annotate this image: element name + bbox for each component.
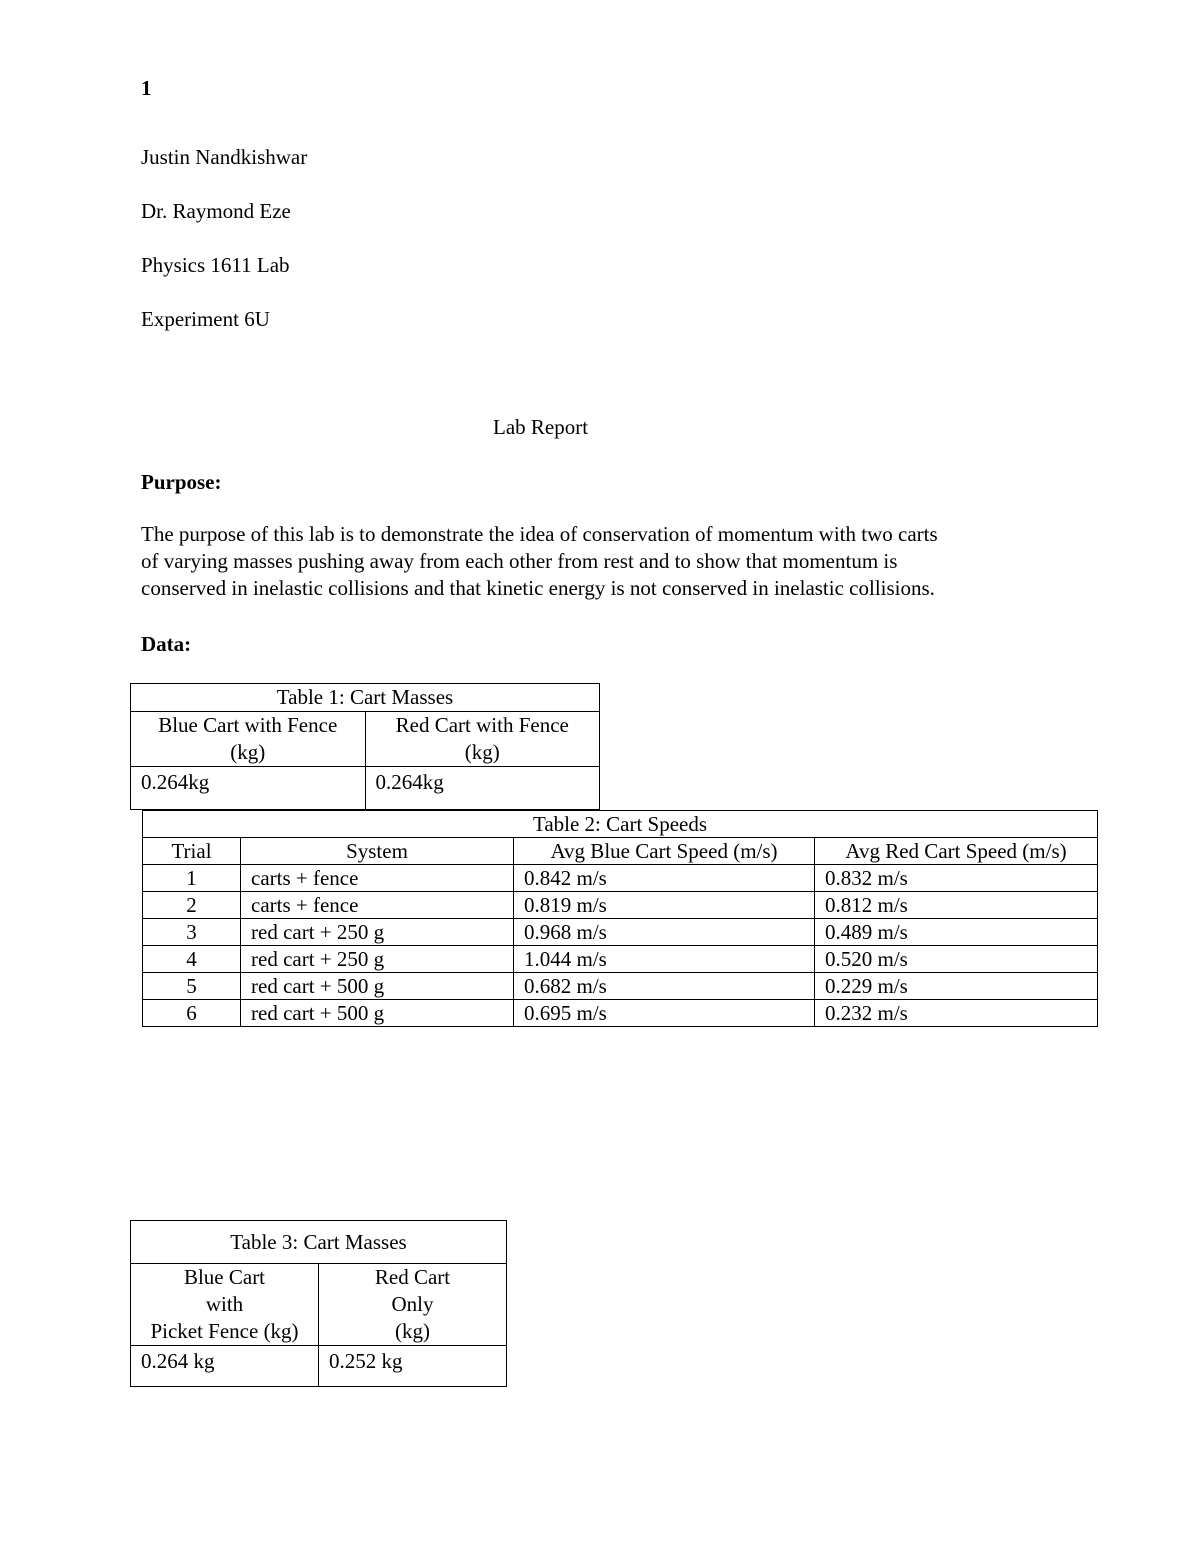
table-cell: 0.229 m/s (815, 973, 1098, 1000)
table-cell: 5 (143, 973, 241, 1000)
table-cell: 0.520 m/s (815, 946, 1098, 973)
table-title-row (143, 811, 1098, 838)
table-row (143, 865, 1098, 892)
table-cell: red cart + 250 g (241, 946, 514, 973)
author-name: Justin Nandkishwar (141, 145, 308, 169)
table-title: Table 3: Cart Masses (131, 1221, 507, 1264)
table-cell: 1.044 m/s (514, 946, 815, 973)
table-title: Table 1: Cart Masses (131, 684, 600, 712)
table-cell: 0.695 m/s (514, 1000, 815, 1027)
table-cell: 0.264 kg (131, 1346, 319, 1387)
table-title-row (131, 1221, 507, 1264)
table-title-row (131, 684, 600, 712)
purpose-paragraph (141, 521, 938, 602)
table-cell: 0.252 kg (319, 1346, 507, 1387)
table-cell: 0.232 m/s (815, 1000, 1098, 1027)
table-header-row (131, 712, 600, 767)
table-cell: red cart + 500 g (241, 1000, 514, 1027)
table-cell: 0.264kg (365, 767, 600, 810)
table-cell: 4 (143, 946, 241, 973)
course-name: Physics 1611 Lab (141, 253, 290, 277)
table-cell: 0.264kg (131, 767, 366, 810)
table-row (143, 892, 1098, 919)
table-row (131, 1346, 507, 1387)
table-cell: 0.489 m/s (815, 919, 1098, 946)
header-line: (kg) (395, 1319, 430, 1343)
column-header-trial: Trial (143, 838, 241, 865)
table-cell: red cart + 500 g (241, 973, 514, 1000)
page-number: 1 (141, 76, 152, 100)
table-cell: 0.682 m/s (514, 973, 815, 1000)
column-header-system: System (241, 838, 514, 865)
header-line: (kg) (230, 740, 266, 764)
table-row (143, 973, 1098, 1000)
table-row (143, 1000, 1098, 1027)
purpose-heading: Purpose: (141, 470, 222, 494)
table-header-row (131, 1264, 507, 1346)
table-title: Table 2: Cart Speeds (143, 811, 1098, 838)
table-cart-masses-1 (130, 683, 600, 810)
table-cell: 0.842 m/s (514, 865, 815, 892)
table-cell: 6 (143, 1000, 241, 1027)
table-row (143, 946, 1098, 973)
table-header-row (143, 838, 1098, 865)
column-header-blue-cart (131, 1264, 319, 1346)
header-line: Red Cart (374, 1265, 451, 1289)
header-line: Only (391, 1292, 434, 1316)
purpose-line: The purpose of this lab is to demonstrate the idea of conservation of momentum with two carts (141, 522, 938, 546)
instructor-name: Dr. Raymond Eze (141, 199, 291, 223)
table-cell: 1 (143, 865, 241, 892)
table-cell: red cart + 250 g (241, 919, 514, 946)
table-cell: 0.812 m/s (815, 892, 1098, 919)
table-row (131, 767, 600, 810)
header-line: with (205, 1292, 244, 1316)
header-line: Blue Cart with Fence (158, 713, 338, 737)
table-cart-speeds (142, 810, 1098, 1027)
table-cart-masses-3 (130, 1220, 507, 1387)
header-line: Blue Cart (183, 1265, 266, 1289)
table-cell: carts + fence (241, 865, 514, 892)
table-cell: 2 (143, 892, 241, 919)
table-cell: 0.832 m/s (815, 865, 1098, 892)
document-title: Lab Report (493, 415, 589, 439)
column-header-blue-speed: Avg Blue Cart Speed (m/s) (514, 838, 815, 865)
header-line: Picket Fence (kg) (150, 1319, 299, 1343)
purpose-line: conserved in inelastic collisions and that kinetic energy is not conserved in inelastic collisions. (141, 576, 935, 600)
table-row (143, 919, 1098, 946)
experiment-label: Experiment 6U (141, 307, 270, 331)
table-cell: carts + fence (241, 892, 514, 919)
data-heading: Data: (141, 632, 192, 656)
column-header-red-cart (319, 1264, 507, 1346)
header-line: Red Cart with Fence (395, 713, 569, 737)
column-header-red-speed: Avg Red Cart Speed (m/s) (815, 838, 1098, 865)
table-cell: 3 (143, 919, 241, 946)
header-line: (kg) (464, 740, 500, 764)
column-header-blue-cart (131, 712, 366, 767)
column-header-red-cart (365, 712, 600, 767)
purpose-line: of varying masses pushing away from each other from rest and to show that momentum is (141, 549, 898, 573)
table-cell: 0.819 m/s (514, 892, 815, 919)
table-cell: 0.968 m/s (514, 919, 815, 946)
